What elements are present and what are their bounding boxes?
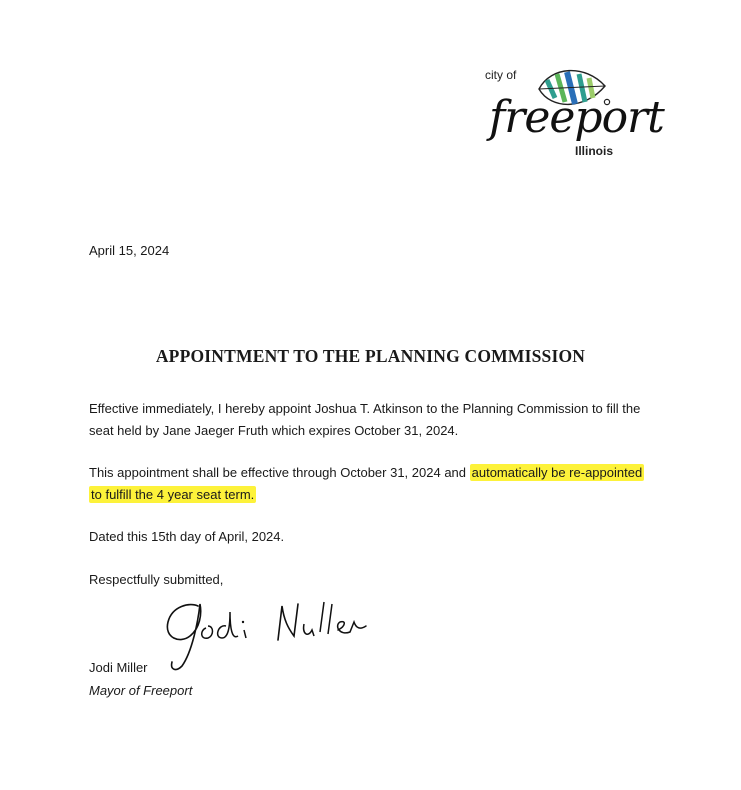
- highlighted-text: automatically be re-appointed: [471, 465, 643, 480]
- paragraph-line: [89, 462, 669, 484]
- highlighted-text: to fulfill the 4 year seat term.: [91, 487, 255, 502]
- letter-date: April 15, 2024: [89, 243, 170, 258]
- logo-wordmark: freeport: [489, 92, 664, 143]
- paragraph-line: seat held by Jane Jaeger Fruth which expires October 31, 2024.: [89, 423, 459, 438]
- paragraph-appointment: [89, 398, 669, 442]
- logo-city-of-text: city of: [485, 68, 517, 82]
- logo-state-text: Illinois: [575, 144, 614, 158]
- term-text: This appointment shall be effective through October 31, 2024 and: [89, 465, 470, 480]
- letter-heading: APPOINTMENT TO THE PLANNING COMMISSION: [155, 346, 586, 366]
- paragraph-line: Effective immediately, I hereby appoint Joshua T. Atkinson to the Planning Commission to fill the: [89, 401, 641, 416]
- city-logo: [475, 58, 665, 168]
- signer-title: Mayor of Freeport: [89, 683, 193, 698]
- dated-line: Dated this 15th day of April, 2024.: [89, 529, 285, 544]
- paragraph-line: [89, 484, 669, 506]
- closing-text: Respectfully submitted,: [89, 572, 224, 587]
- signer-name: Jodi Miller: [89, 660, 148, 675]
- handwritten-signature: [160, 592, 390, 677]
- paragraph-term: [89, 462, 669, 506]
